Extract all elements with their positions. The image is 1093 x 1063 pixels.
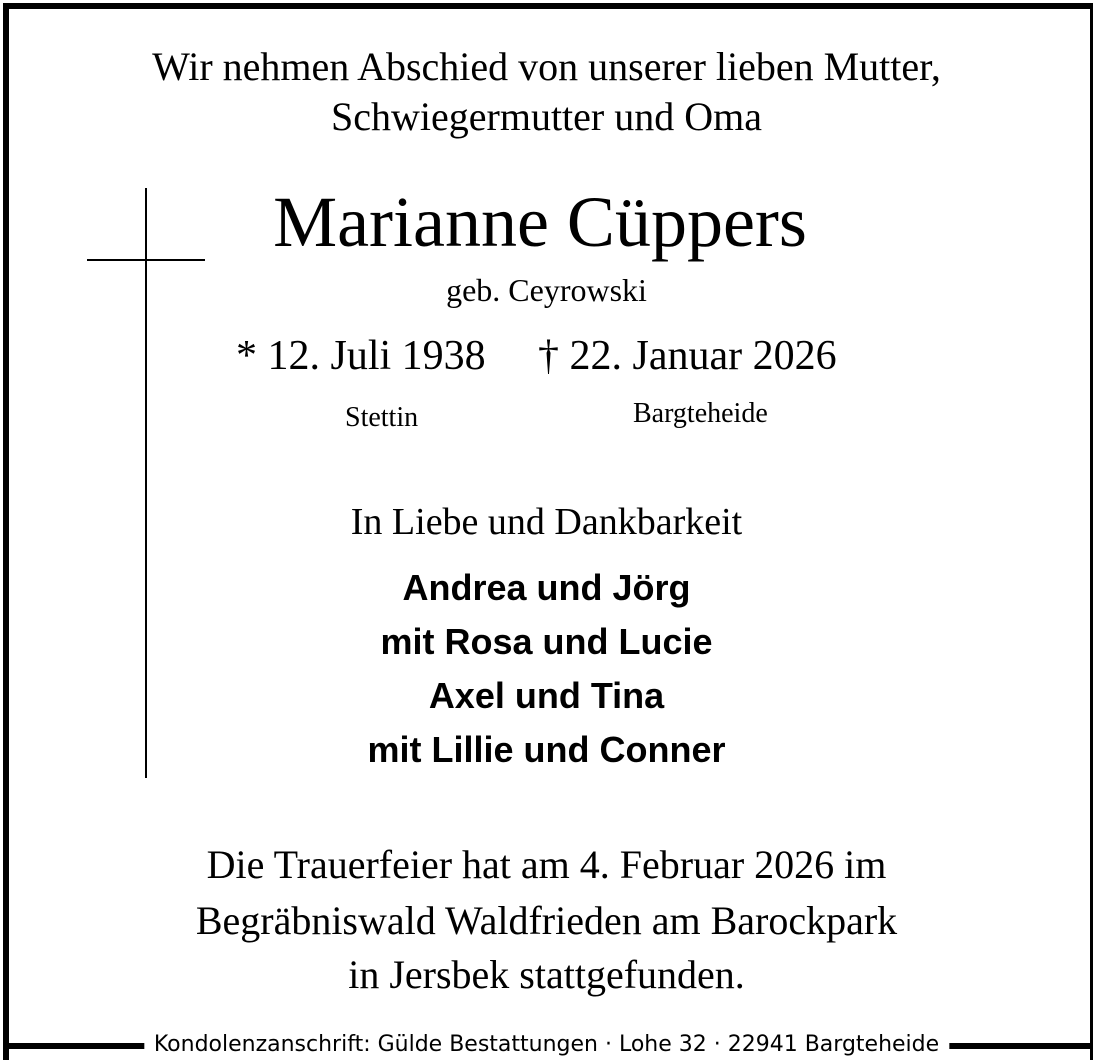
mourner-line-1: Andrea und Jörg [402,567,691,608]
birth-place: Stettin [345,402,419,433]
service-line-3: in Jersbek stattgefunden. [348,952,745,997]
intro-line-1: Wir nehmen Abschied von unserer lieben Mutter, [152,44,941,89]
mourners-heading: In Liebe und Dankbarkeit [350,501,743,543]
mourner-line-3: Axel und Tina [428,675,665,716]
mourner-line-2: mit Rosa und Lucie [380,621,713,662]
service-line-2: Begräbniswald Waldfrieden am Barockpark [195,898,898,943]
death-place: Bargteheide [633,398,768,429]
condolence-address: Kondolenzanschrift: Gülde Bestattungen · Lohe 32 · 22941 Bargteheide [144,1030,949,1060]
maiden-name: geb. Ceyrowski [446,272,647,308]
mourner-line-4: mit Lillie und Conner [367,729,726,770]
intro-line-2: Schwiegermutter und Oma [331,94,762,139]
deceased-name: Marianne Cüppers [273,182,807,262]
birth-date: * 12. Juli 1938 [236,333,486,379]
death-date: † 22. Januar 2026 [538,333,837,379]
footer [3,1030,1090,1063]
service-line-1: Die Trauerfeier hat am 4. Februar 2026 im [206,842,887,887]
